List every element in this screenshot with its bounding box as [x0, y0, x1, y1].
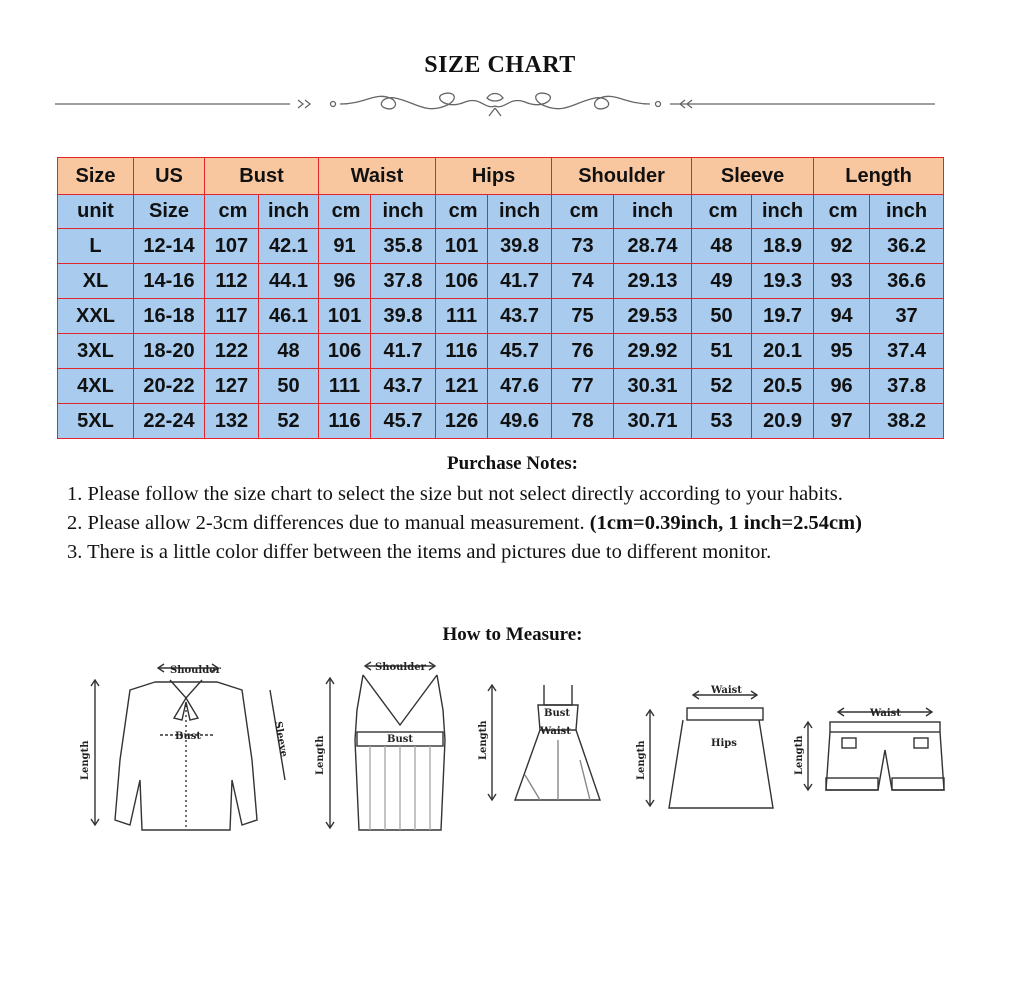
table-cell: 36.2 — [870, 229, 944, 264]
sleeve-label: Sleeve — [272, 720, 290, 758]
table-cell: 50 — [259, 369, 319, 404]
size-cell: XXL — [58, 299, 134, 334]
unit-cell: unit — [58, 195, 134, 229]
table-cell: 22-24 — [134, 404, 205, 439]
table-row — [58, 264, 944, 299]
bust-label: Bust — [175, 731, 201, 742]
unit-cell: Size — [134, 195, 205, 229]
table-cell: 78 — [552, 404, 614, 439]
note-2 — [67, 509, 967, 538]
table-cell: 20.9 — [752, 404, 814, 439]
table-cell: 18-20 — [134, 334, 205, 369]
table-cell: 43.7 — [371, 369, 436, 404]
table-cell: 51 — [692, 334, 752, 369]
size-cell: 3XL — [58, 334, 134, 369]
ornamental-divider — [55, 88, 935, 124]
table-cell: 74 — [552, 264, 614, 299]
unit-cell: inch — [614, 195, 692, 229]
table-cell: 39.8 — [371, 299, 436, 334]
header-row — [58, 158, 944, 195]
table-cell: 94 — [814, 299, 870, 334]
table-cell: 19.3 — [752, 264, 814, 299]
table-cell: 101 — [319, 299, 371, 334]
unit-row — [58, 195, 944, 229]
table-cell: 106 — [436, 264, 488, 299]
unit-cell: cm — [552, 195, 614, 229]
table-cell: 48 — [692, 229, 752, 264]
table-cell: 97 — [814, 404, 870, 439]
purchase-notes-title: Purchase Notes: — [446, 453, 579, 474]
table-row — [58, 369, 944, 404]
table-cell: 132 — [205, 404, 259, 439]
table-cell: 52 — [259, 404, 319, 439]
table-cell: 106 — [319, 334, 371, 369]
unit-cell: cm — [436, 195, 488, 229]
header-cell: Hips — [436, 158, 552, 195]
table-cell: 127 — [205, 369, 259, 404]
page-title: SIZE CHART — [424, 52, 576, 78]
size-cell: XL — [58, 264, 134, 299]
size-cell: 4XL — [58, 369, 134, 404]
table-cell: 101 — [436, 229, 488, 264]
table-cell: 49.6 — [488, 404, 552, 439]
table-cell: 29.13 — [614, 264, 692, 299]
unit-cell: cm — [814, 195, 870, 229]
table-cell: 49 — [692, 264, 752, 299]
table-cell: 93 — [814, 264, 870, 299]
unit-cell: inch — [371, 195, 436, 229]
table-cell: 42.1 — [259, 229, 319, 264]
shoulder-label: Shoulder — [375, 662, 426, 673]
shorts-diagram — [790, 650, 950, 840]
table-cell: 116 — [319, 404, 371, 439]
table-cell: 36.6 — [870, 264, 944, 299]
table-cell: 50 — [692, 299, 752, 334]
table-cell: 35.8 — [371, 229, 436, 264]
table-cell: 116 — [436, 334, 488, 369]
length-label: Length — [636, 740, 647, 780]
table-cell: 44.1 — [259, 264, 319, 299]
table-cell: 37.8 — [371, 264, 436, 299]
table-cell: 20.1 — [752, 334, 814, 369]
table-cell: 19.7 — [752, 299, 814, 334]
table-cell: 96 — [319, 264, 371, 299]
note-2-text: 2. Please allow 2-3cm differences due to manual measurement. — [67, 512, 585, 534]
header-cell: US — [134, 158, 205, 195]
bust-label: Bust — [387, 734, 413, 745]
table-cell: 20-22 — [134, 369, 205, 404]
table-cell: 43.7 — [488, 299, 552, 334]
table-cell: 111 — [436, 299, 488, 334]
length-label: Length — [80, 740, 91, 780]
table-cell: 112 — [205, 264, 259, 299]
length-label: Length — [794, 735, 805, 775]
table-cell: 12-14 — [134, 229, 205, 264]
waist-label: Waist — [540, 726, 571, 737]
table-cell: 76 — [552, 334, 614, 369]
table-cell: 41.7 — [488, 264, 552, 299]
table-cell: 95 — [814, 334, 870, 369]
blouse-diagram — [70, 650, 300, 840]
note-1: 1. Please follow the size chart to select the size but not select directly according to your habits. — [67, 483, 843, 505]
table-cell: 45.7 — [371, 404, 436, 439]
unit-cell: inch — [870, 195, 944, 229]
unit-cell: cm — [692, 195, 752, 229]
table-cell: 41.7 — [371, 334, 436, 369]
table-cell: 37.8 — [870, 369, 944, 404]
table-cell: 29.53 — [614, 299, 692, 334]
table-cell: 37 — [870, 299, 944, 334]
dress-diagram — [480, 650, 620, 840]
table-cell: 75 — [552, 299, 614, 334]
bust-label: Bust — [544, 708, 570, 719]
table-cell: 107 — [205, 229, 259, 264]
table-cell: 30.71 — [614, 404, 692, 439]
unit-cell: inch — [259, 195, 319, 229]
table-cell: 14-16 — [134, 264, 205, 299]
table-row — [58, 334, 944, 369]
table-cell: 96 — [814, 369, 870, 404]
tank-top-diagram — [315, 650, 465, 840]
table-cell: 30.31 — [614, 369, 692, 404]
waist-label: Waist — [711, 685, 742, 696]
unit-cell: cm — [319, 195, 371, 229]
table-cell: 73 — [552, 229, 614, 264]
how-to-measure-title: How to Measure: — [442, 624, 583, 645]
table-cell: 122 — [205, 334, 259, 369]
table-cell: 126 — [436, 404, 488, 439]
table-cell: 47.6 — [488, 369, 552, 404]
table-cell: 20.5 — [752, 369, 814, 404]
size-cell: 5XL — [58, 404, 134, 439]
table-row — [58, 404, 944, 439]
note-2-conversion: (1cm=0.39inch, 1 inch=2.54cm) — [589, 512, 862, 534]
table-row — [58, 229, 944, 264]
table-cell: 53 — [692, 404, 752, 439]
table-cell: 16-18 — [134, 299, 205, 334]
table-cell: 48 — [259, 334, 319, 369]
waist-label: Waist — [870, 708, 901, 719]
unit-cell: inch — [752, 195, 814, 229]
table-cell: 91 — [319, 229, 371, 264]
table-cell: 121 — [436, 369, 488, 404]
measurement-diagrams — [70, 650, 950, 850]
table-cell: 38.2 — [870, 404, 944, 439]
table-cell: 39.8 — [488, 229, 552, 264]
table-cell: 45.7 — [488, 334, 552, 369]
length-label: Length — [315, 735, 326, 775]
table-cell: 18.9 — [752, 229, 814, 264]
table-cell: 46.1 — [259, 299, 319, 334]
table-cell: 28.74 — [614, 229, 692, 264]
size-cell: L — [58, 229, 134, 264]
table-cell: 29.92 — [614, 334, 692, 369]
header-cell: Shoulder — [552, 158, 692, 195]
header-cell: Waist — [319, 158, 436, 195]
purchase-notes — [67, 480, 967, 567]
shoulder-label: Shoulder — [170, 665, 221, 676]
length-label: Length — [478, 720, 489, 760]
hips-label: Hips — [711, 738, 737, 749]
header-cell: Sleeve — [692, 158, 814, 195]
table-cell: 77 — [552, 369, 614, 404]
header-cell: Length — [814, 158, 944, 195]
table-cell: 52 — [692, 369, 752, 404]
table-cell: 111 — [319, 369, 371, 404]
table-cell: 117 — [205, 299, 259, 334]
table-row — [58, 299, 944, 334]
skirt-diagram — [635, 650, 775, 840]
unit-cell: inch — [488, 195, 552, 229]
size-chart-table — [57, 157, 944, 439]
header-cell: Bust — [205, 158, 319, 195]
table-cell: 92 — [814, 229, 870, 264]
header-cell: Size — [58, 158, 134, 195]
table-cell: 37.4 — [870, 334, 944, 369]
unit-cell: cm — [205, 195, 259, 229]
note-3: 3. There is a little color differ between the items and pictures due to different monitor. — [67, 541, 772, 563]
